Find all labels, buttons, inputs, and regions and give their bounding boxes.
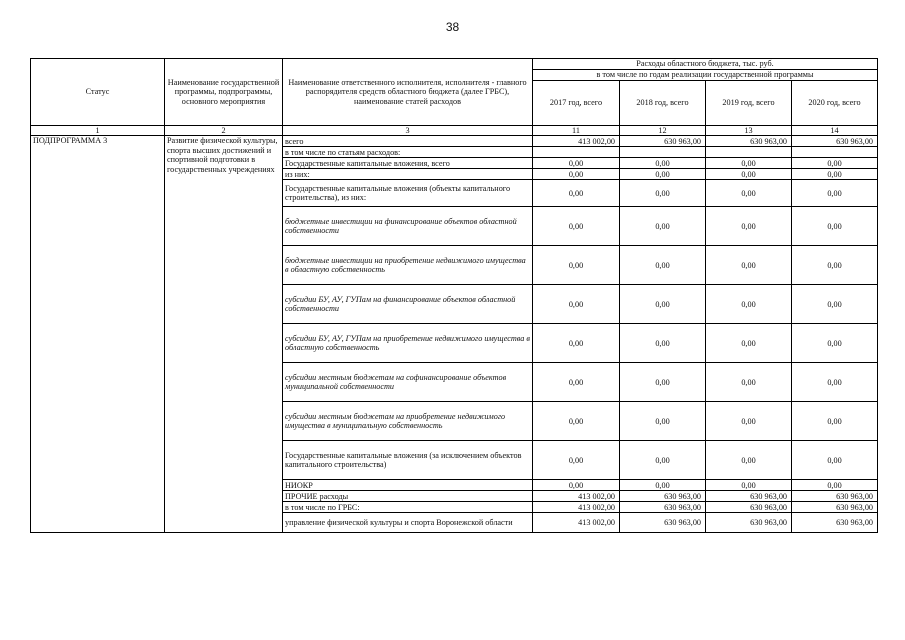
value-cell: 0,00 [792,363,878,402]
row-label: в том числе по статьям расходов: [283,147,533,158]
value-cell: 0,00 [792,169,878,180]
value-cell: 630 963,00 [620,502,706,513]
program-name-cell: Развитие физической культуры, спорта высших достижений и спортивной подготовки в государственных учреждениях [165,136,283,533]
value-cell: 0,00 [620,246,706,285]
value-cell: 0,00 [620,402,706,441]
value-cell: 630 963,00 [792,513,878,533]
row-label: из них: [283,169,533,180]
row-label: Государственные капитальные вложения, всего [283,158,533,169]
value-cell: 0,00 [706,158,792,169]
value-cell [706,147,792,158]
value-cell: 0,00 [792,402,878,441]
value-cell: 630 963,00 [706,502,792,513]
value-cell: 0,00 [620,363,706,402]
value-cell: 0,00 [706,363,792,402]
status-cell: ПОДПРОГРАММА 3 [31,136,165,533]
row-label: в том числе по ГРБС: [283,502,533,513]
value-cell: 0,00 [792,207,878,246]
page-number: 38 [445,20,460,34]
value-cell: 0,00 [706,169,792,180]
value-cell: 0,00 [706,402,792,441]
value-cell [533,147,620,158]
value-cell: 413 002,00 [533,513,620,533]
value-cell: 0,00 [533,441,620,480]
header-year-2020: 2020 год, всего [792,81,878,126]
header-executor: Наименование ответственного исполнителя, исполнителя - главного распорядителя средств областного бюджета (далее ГРБС), наименование статей расходов [283,59,533,126]
value-cell: 0,00 [533,402,620,441]
value-cell: 0,00 [706,480,792,491]
value-cell: 630 963,00 [706,513,792,533]
budget-table [30,58,878,533]
value-cell: 0,00 [706,207,792,246]
value-cell: 630 963,00 [706,136,792,147]
value-cell: 0,00 [792,246,878,285]
row-label: субсидии БУ, АУ, ГУПам на приобретение недвижимого имущества в областную собственность [283,324,533,363]
column-number: 13 [706,126,792,136]
value-cell: 0,00 [792,180,878,207]
value-cell: 0,00 [533,480,620,491]
column-number: 12 [620,126,706,136]
value-cell: 0,00 [620,324,706,363]
value-cell: 0,00 [533,207,620,246]
header-program: Наименование государственной программы, подпрограммы, основного мероприятия [165,59,283,126]
value-cell: 630 963,00 [620,491,706,502]
value-cell: 0,00 [533,324,620,363]
row-label: ПРОЧИЕ расходы [283,491,533,502]
value-cell: 0,00 [620,180,706,207]
value-cell: 0,00 [792,480,878,491]
column-number: 14 [792,126,878,136]
value-cell: 0,00 [706,180,792,207]
value-cell: 630 963,00 [792,502,878,513]
value-cell: 0,00 [533,285,620,324]
value-cell: 630 963,00 [620,513,706,533]
value-cell: 413 002,00 [533,491,620,502]
data-rows [31,136,878,533]
value-cell: 0,00 [706,324,792,363]
value-cell: 0,00 [533,158,620,169]
row-label: управление физической культуры и спорта Воронежской области [283,513,533,533]
column-number: 2 [165,126,283,136]
value-cell: 0,00 [620,207,706,246]
value-cell [620,147,706,158]
value-cell: 413 002,00 [533,502,620,513]
value-cell: 630 963,00 [620,136,706,147]
row-label: НИОКР [283,480,533,491]
value-cell: 0,00 [533,169,620,180]
value-cell: 0,00 [706,246,792,285]
value-cell: 630 963,00 [792,491,878,502]
value-cell: 413 002,00 [533,136,620,147]
header-year-2019: 2019 год, всего [706,81,792,126]
column-number: 11 [533,126,620,136]
value-cell: 630 963,00 [706,491,792,502]
header-expenses: Расходы областного бюджета, тыс. руб. [533,59,878,70]
column-number: 3 [283,126,533,136]
row-label: всего [283,136,533,147]
value-cell: 0,00 [620,158,706,169]
value-cell: 0,00 [706,285,792,324]
header-status: Статус [31,59,165,126]
value-cell: 0,00 [620,285,706,324]
value-cell: 630 963,00 [792,136,878,147]
value-cell: 0,00 [706,441,792,480]
row-label: субсидии местным бюджетам на софинансирование объектов муниципальной собственности [283,363,533,402]
value-cell: 0,00 [533,180,620,207]
value-cell: 0,00 [533,246,620,285]
row-label: субсидии местным бюджетам на приобретение недвижимого имущества в муниципальную собственность [283,402,533,441]
header-year-2018: 2018 год, всего [620,81,706,126]
row-label: бюджетные инвестиции на приобретение недвижимого имущества в областную собственность [283,246,533,285]
value-cell: 0,00 [792,324,878,363]
header-years-title: в том числе по годам реализации государственной программы [533,70,878,81]
value-cell: 0,00 [620,169,706,180]
header-year-2017: 2017 год, всего [533,81,620,126]
value-cell: 0,00 [620,480,706,491]
row-label: Государственные капитальные вложения (за исключением объектов капитального строительства) [283,441,533,480]
value-cell [792,147,878,158]
value-cell: 0,00 [792,441,878,480]
row-label: субсидии БУ, АУ, ГУПам на финансирование объектов областной собственности [283,285,533,324]
value-cell: 0,00 [792,158,878,169]
row-label: бюджетные инвестиции на финансирование объектов областной собственности [283,207,533,246]
row-label: Государственные капитальные вложения (объекты капитального строительства), из них: [283,180,533,207]
value-cell: 0,00 [533,363,620,402]
column-number: 1 [31,126,165,136]
table-row [31,136,878,147]
value-cell: 0,00 [792,285,878,324]
value-cell: 0,00 [620,441,706,480]
